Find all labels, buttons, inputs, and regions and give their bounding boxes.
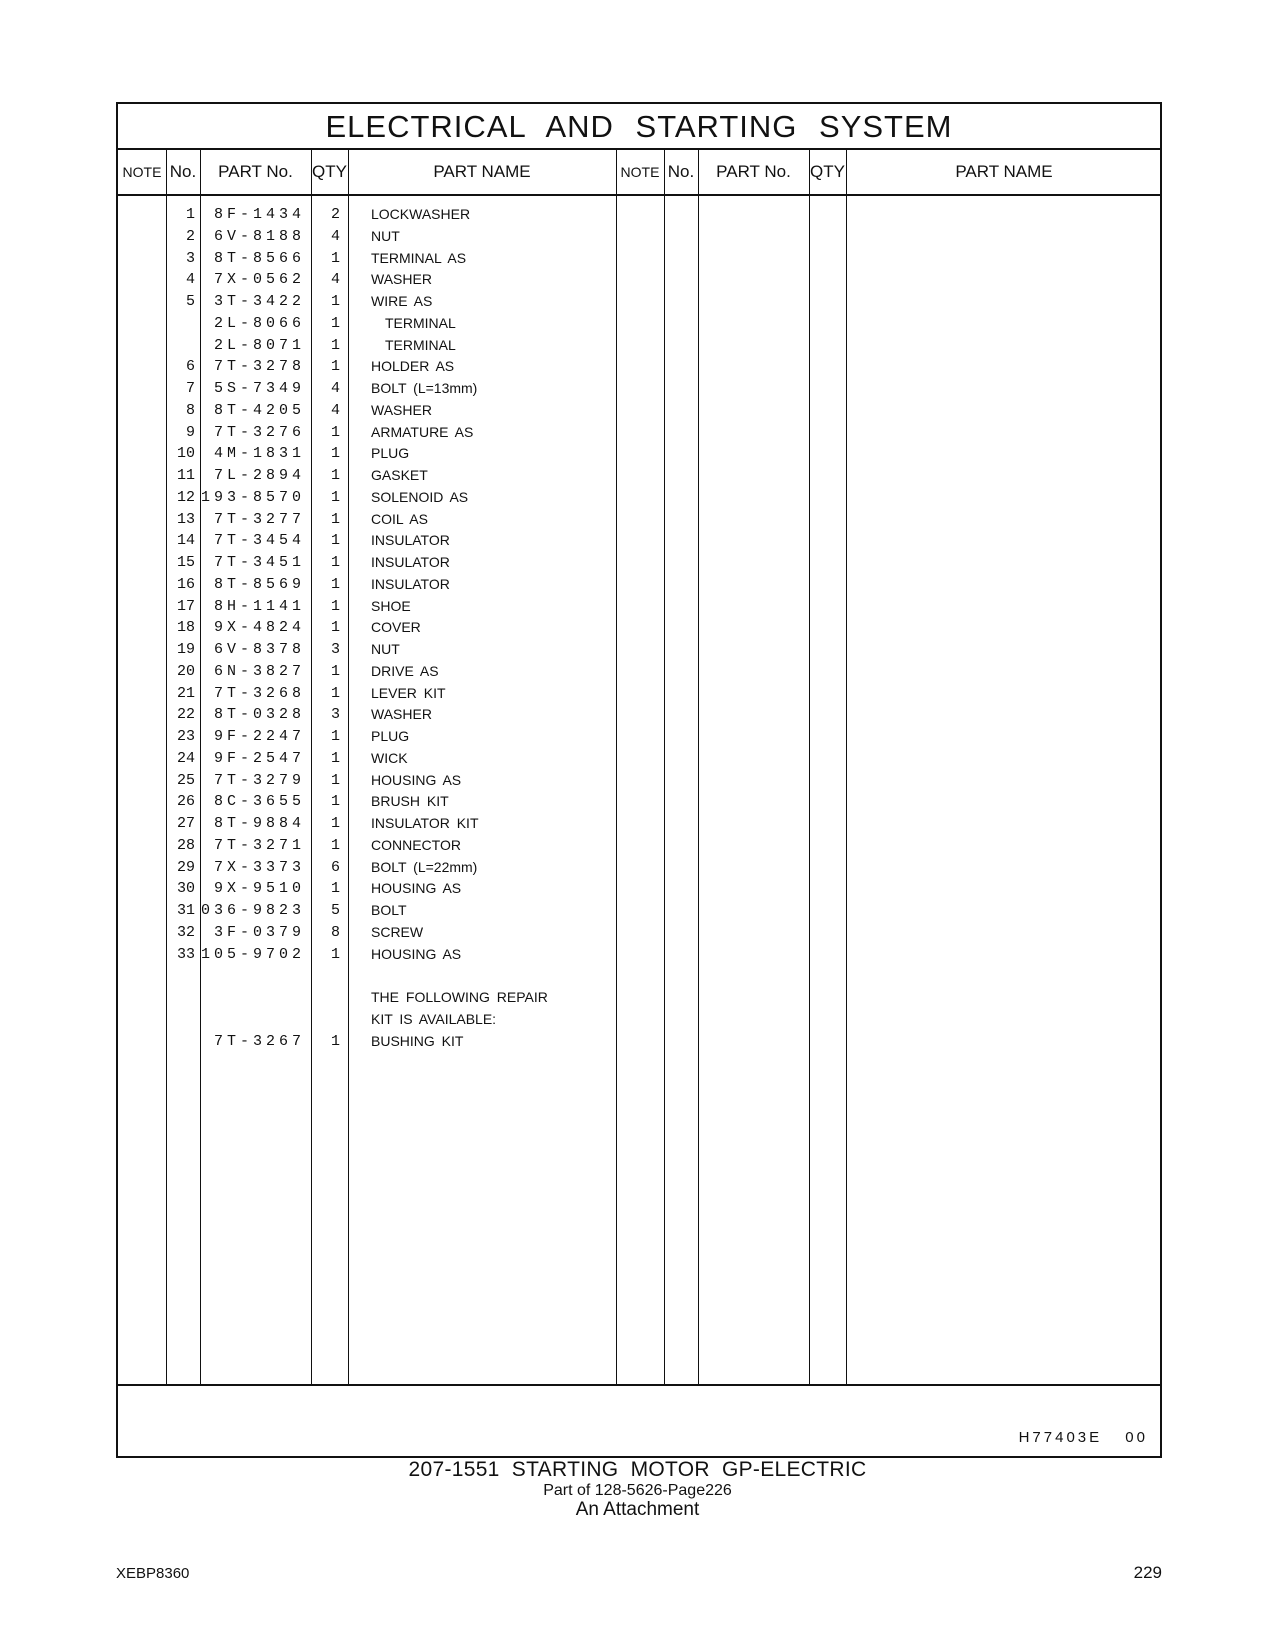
part-number: 8T-0328 (213, 706, 305, 724)
item-number: 8 (185, 401, 195, 419)
item-number: 2 (185, 227, 195, 245)
part-name: ARMATURE AS (371, 423, 474, 440)
item-number: 1 (185, 206, 195, 223)
quantity: 1 (330, 358, 340, 376)
part-number: 193-8570 (200, 488, 305, 506)
part-name: BOLT (L=22mm) (371, 858, 478, 875)
item-number: 15 (176, 554, 195, 571)
part-name: BOLT (L=13mm) (371, 380, 478, 396)
table-row (118, 617, 1160, 639)
part-name: HOUSING AS (371, 880, 462, 897)
part-number: 9X-9510 (213, 880, 305, 898)
table-row (118, 922, 1160, 944)
item-number: 33 (176, 945, 195, 963)
quantity: 4 (330, 227, 340, 245)
quantity: 1 (330, 575, 340, 593)
quantity: 1 (330, 293, 340, 310)
item-number: 32 (176, 923, 195, 941)
table-row (118, 248, 1160, 270)
header-part-name-right: PART NAME (955, 162, 1053, 181)
table-row (118, 400, 1160, 422)
quantity: 6 (330, 858, 340, 876)
item-number: 23 (176, 728, 195, 745)
part-number: 7T-3451 (213, 554, 305, 571)
part-name: INSULATOR (371, 532, 450, 549)
quantity: 1 (330, 597, 340, 615)
quantity: 4 (330, 271, 340, 289)
header-note-right: NOTE (620, 164, 660, 180)
table-row (118, 226, 1160, 248)
table-row (118, 465, 1160, 487)
part-name: WASHER (371, 271, 432, 288)
item-number: 6 (185, 358, 195, 376)
footer-divider (118, 1384, 1160, 1386)
part-number: 5S-7349 (213, 380, 305, 397)
table-row (118, 726, 1160, 748)
item-number: 19 (176, 641, 195, 658)
part-number: 8T-9884 (213, 815, 305, 832)
part-name: TERMINAL AS (371, 249, 467, 266)
part-number: 7X-3373 (213, 858, 305, 876)
part-number: 8F-1434 (213, 206, 305, 223)
header-note-left: NOTE (122, 164, 162, 180)
part-number: 7T-3279 (213, 771, 305, 789)
item-number: 5 (185, 293, 195, 310)
part-number: 8T-8569 (213, 575, 305, 593)
item-number: 20 (176, 662, 195, 680)
part-name: HOUSING AS (371, 771, 462, 788)
table-row (118, 313, 1160, 335)
table-header (118, 150, 1160, 196)
item-number: 13 (176, 510, 195, 528)
part-name: THE FOLLOWING REPAIR (371, 989, 548, 1005)
table-row (118, 900, 1160, 922)
item-number: 11 (176, 467, 195, 484)
quantity: 1 (330, 771, 340, 789)
item-number: 4 (185, 271, 195, 289)
item-number: 28 (176, 836, 195, 854)
part-name: HOUSING AS (371, 945, 462, 962)
quantity: 1 (330, 684, 340, 702)
quantity: 1 (330, 619, 340, 637)
table-row (118, 509, 1160, 531)
quantity: 4 (330, 401, 340, 419)
table-row (118, 269, 1160, 291)
table-row (118, 204, 1160, 226)
quantity: 1 (330, 880, 340, 898)
table-row (118, 944, 1160, 966)
quantity: 1 (330, 836, 340, 854)
part-name: CONNECTOR (371, 836, 461, 853)
table-row (118, 530, 1160, 552)
quantity: 1 (330, 815, 340, 832)
part-name: BRUSH KIT (371, 793, 449, 810)
part-number: 4M-1831 (213, 445, 305, 463)
part-name: PLUG (371, 728, 410, 744)
table-row (118, 356, 1160, 378)
table-row (118, 791, 1160, 813)
part-number: 7L-2894 (213, 467, 305, 484)
table-row (118, 987, 1160, 1009)
illustration-code: H77403E 00 (1018, 1429, 1148, 1446)
attachment-caption: An Attachment (575, 1499, 700, 1520)
part-name: INSULATOR KIT (371, 815, 479, 831)
part-name: COIL AS (371, 510, 428, 527)
header-no-left: No. (169, 162, 197, 181)
table-row (118, 639, 1160, 661)
part-number: 105-9702 (200, 945, 305, 963)
page-title: ELECTRICAL AND STARTING SYSTEM (118, 104, 1160, 150)
item-number: 25 (176, 771, 195, 789)
part-name: PLUG (371, 445, 410, 462)
quantity: 3 (330, 641, 340, 658)
item-number: 9 (185, 423, 195, 441)
table-row (118, 422, 1160, 444)
item-number: 22 (176, 706, 195, 724)
part-number: 036-9823 (200, 902, 305, 919)
part-number: 7T-3278 (213, 358, 305, 376)
part-name: KIT IS AVAILABLE: (371, 1010, 497, 1027)
quantity: 1 (330, 1032, 340, 1050)
quantity: 1 (330, 554, 340, 571)
part-number: 9F-2547 (213, 749, 305, 767)
item-number: 17 (176, 597, 195, 615)
table-row (118, 552, 1160, 574)
item-number: 16 (176, 575, 195, 593)
part-name: COVER (371, 619, 421, 636)
part-number: 6N-3827 (213, 662, 305, 680)
part-name: NUT (371, 227, 400, 244)
table-row (118, 443, 1160, 465)
table-row (118, 596, 1160, 618)
part-name: INSULATOR (371, 554, 450, 570)
part-name: LOCKWASHER (371, 206, 471, 222)
quantity: 1 (330, 662, 340, 680)
header-part-name-left: PART NAME (433, 162, 531, 181)
quantity: 1 (330, 336, 340, 354)
table-row (118, 487, 1160, 509)
part-number: 2L-8071 (213, 336, 305, 354)
quantity: 1 (330, 249, 340, 267)
quantity: 1 (330, 488, 340, 506)
table-row (118, 1031, 1160, 1053)
quantity: 1 (330, 728, 340, 745)
header-part-no-right: PART No. (716, 162, 791, 181)
part-name: BUSHING KIT (371, 1032, 464, 1049)
table-row (118, 683, 1160, 705)
part-name: NUT (371, 641, 400, 657)
table-row (118, 748, 1160, 770)
table-row (118, 965, 1160, 987)
quantity: 5 (330, 902, 340, 919)
quantity: 1 (330, 467, 340, 484)
part-name: TERMINAL (385, 336, 456, 353)
part-name: BOLT (371, 902, 407, 918)
table-row (118, 378, 1160, 400)
part-name: SCREW (371, 923, 424, 940)
quantity: 2 (330, 206, 340, 223)
table-row (118, 574, 1160, 596)
quantity: 8 (330, 923, 340, 941)
part-number: 7T-3267 (213, 1032, 305, 1050)
part-number: 6V-8378 (213, 641, 305, 658)
part-number: 7T-3454 (213, 532, 305, 550)
item-number: 27 (176, 815, 195, 832)
parts-list-frame (116, 102, 1162, 1458)
part-number: 9F-2247 (213, 728, 305, 745)
item-number: 14 (176, 532, 195, 550)
item-number: 26 (176, 793, 195, 811)
header-qty-left: QTY (312, 162, 347, 181)
table-row (118, 335, 1160, 357)
quantity: 1 (330, 749, 340, 767)
header-no-right: No. (667, 162, 695, 181)
item-number: 29 (176, 858, 195, 876)
part-number: 9X-4824 (213, 619, 305, 637)
quantity: 3 (330, 706, 340, 724)
part-name: GASKET (371, 467, 428, 483)
group-caption: 207-1551 STARTING MOTOR GP-ELECTRIC (408, 1458, 867, 1481)
table-row (118, 813, 1160, 835)
part-name: WASHER (371, 401, 432, 418)
part-name: HOLDER AS (371, 358, 455, 375)
quantity: 4 (330, 380, 340, 397)
quantity: 1 (330, 314, 340, 332)
item-number: 12 (176, 488, 195, 506)
part-number: 8H-1141 (213, 597, 305, 615)
part-number: 8T-4205 (213, 401, 305, 419)
part-number: 7T-3276 (213, 423, 305, 441)
part-name: WIRE AS (371, 293, 433, 309)
table-row (118, 857, 1160, 879)
part-number: 7T-3271 (213, 836, 305, 854)
part-name: LEVER KIT (371, 684, 446, 701)
quantity: 1 (330, 510, 340, 528)
quantity: 1 (330, 793, 340, 811)
part-number: 7T-3268 (213, 684, 305, 702)
item-number: 3 (185, 249, 195, 267)
quantity: 1 (330, 423, 340, 441)
table-row (118, 770, 1160, 792)
quantity: 1 (330, 532, 340, 550)
header-part-no-left: PART No. (218, 162, 293, 181)
part-name: INSULATOR (371, 575, 450, 592)
group-subcaption: Part of 128-5626-Page226 (543, 1482, 732, 1499)
part-number: 6V-8188 (213, 227, 305, 245)
part-number: 8T-8566 (213, 249, 305, 267)
quantity: 1 (330, 945, 340, 963)
item-number: 10 (176, 445, 195, 463)
item-number: 7 (185, 380, 195, 397)
item-number: 21 (176, 684, 195, 702)
document-id: XEBP8360 (116, 1565, 190, 1582)
item-number: 31 (176, 902, 195, 919)
part-name: SOLENOID AS (371, 488, 469, 505)
table-row (118, 1009, 1160, 1031)
part-number: 3T-3422 (213, 293, 305, 310)
table-row (118, 704, 1160, 726)
part-number: 7X-0562 (213, 271, 305, 289)
header-qty-right: QTY (810, 162, 845, 181)
part-name: TERMINAL (385, 314, 456, 331)
quantity: 1 (330, 445, 340, 463)
table-row (118, 835, 1160, 857)
item-number: 24 (176, 749, 195, 767)
item-number: 18 (176, 619, 195, 637)
part-number: 8C-3655 (213, 793, 305, 811)
part-name: SHOE (371, 597, 411, 614)
part-name: WICK (371, 749, 408, 766)
part-name: WASHER (371, 706, 432, 723)
part-number: 2L-8066 (213, 314, 305, 332)
table-row (118, 661, 1160, 683)
item-number: 30 (176, 880, 195, 898)
page-number: 229 (1133, 1563, 1162, 1582)
table-row (118, 291, 1160, 313)
part-number: 3F-0379 (213, 923, 305, 941)
part-name: DRIVE AS (371, 662, 439, 679)
table-row (118, 878, 1160, 900)
part-number: 7T-3277 (213, 510, 305, 528)
